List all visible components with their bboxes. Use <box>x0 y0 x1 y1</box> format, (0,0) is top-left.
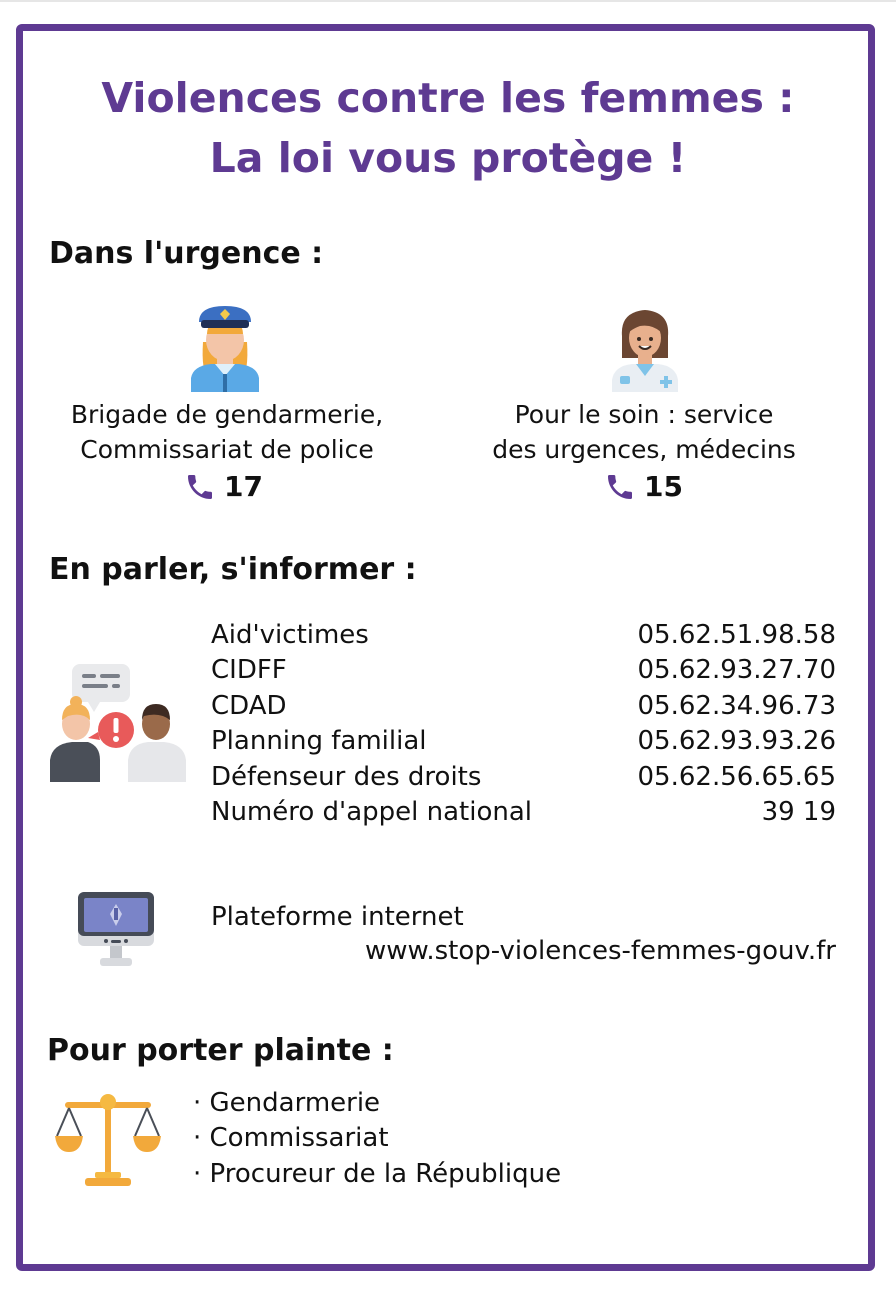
contact-label: Aid'victimes <box>211 620 369 650</box>
contact-number[interactable]: 05.62.93.93.26 <box>637 726 836 757</box>
police-line-2: Commissariat de police <box>80 435 374 464</box>
medical-line-1: Pour le soin : service <box>514 400 774 429</box>
title-line-1: Violences contre les femmes : <box>101 74 795 122</box>
police-line-1: Brigade de gendarmerie, <box>70 400 384 429</box>
phone-icon <box>184 471 216 503</box>
platform-url[interactable]: www.stop-violences-femmes-gouv.fr <box>364 936 836 966</box>
police-text <box>49 397 405 467</box>
police-officer-icon <box>187 302 263 392</box>
police-number[interactable] <box>184 470 263 503</box>
contact-number[interactable]: 05.62.56.65.65 <box>637 761 836 792</box>
contact-label: Numéro d'appel national <box>211 797 532 827</box>
page-title <box>0 68 896 188</box>
top-divider <box>0 0 896 2</box>
medical-number-value: 15 <box>644 470 683 503</box>
contact-number[interactable]: 39 19 <box>761 797 836 827</box>
medical-line-2: des urgences, médecins <box>492 435 796 464</box>
contact-label: Défenseur des droits <box>211 761 482 792</box>
contact-label: Planning familial <box>211 726 427 757</box>
plainte-item: · Commissariat <box>193 1123 389 1154</box>
contact-label: CDAD <box>211 690 287 721</box>
doctor-icon <box>610 302 680 392</box>
computer-monitor-icon <box>76 890 156 968</box>
scales-of-justice-icon <box>55 1092 161 1188</box>
contact-number[interactable]: 05.62.34.96.73 <box>637 690 836 721</box>
medical-number[interactable] <box>604 470 683 503</box>
plainte-item: · Procureur de la République <box>193 1158 562 1189</box>
phone-icon <box>604 471 636 503</box>
people-talking-icon <box>48 660 188 782</box>
urgence-heading: Dans l'urgence : <box>49 236 324 271</box>
medical-text <box>466 397 822 467</box>
contact-label: CIDFF <box>211 655 287 686</box>
contact-number[interactable]: 05.62.51.98.58 <box>637 620 836 650</box>
informer-heading: En parler, s'informer : <box>49 552 417 587</box>
contact-number[interactable]: 05.62.93.27.70 <box>637 655 836 686</box>
platform-label: Plateforme internet <box>211 902 464 932</box>
plainte-heading: Pour porter plainte : <box>47 1033 394 1068</box>
title-line-2: La loi vous protège ! <box>209 134 687 182</box>
plainte-item: · Gendarmerie <box>193 1088 381 1118</box>
police-number-value: 17 <box>224 470 263 503</box>
